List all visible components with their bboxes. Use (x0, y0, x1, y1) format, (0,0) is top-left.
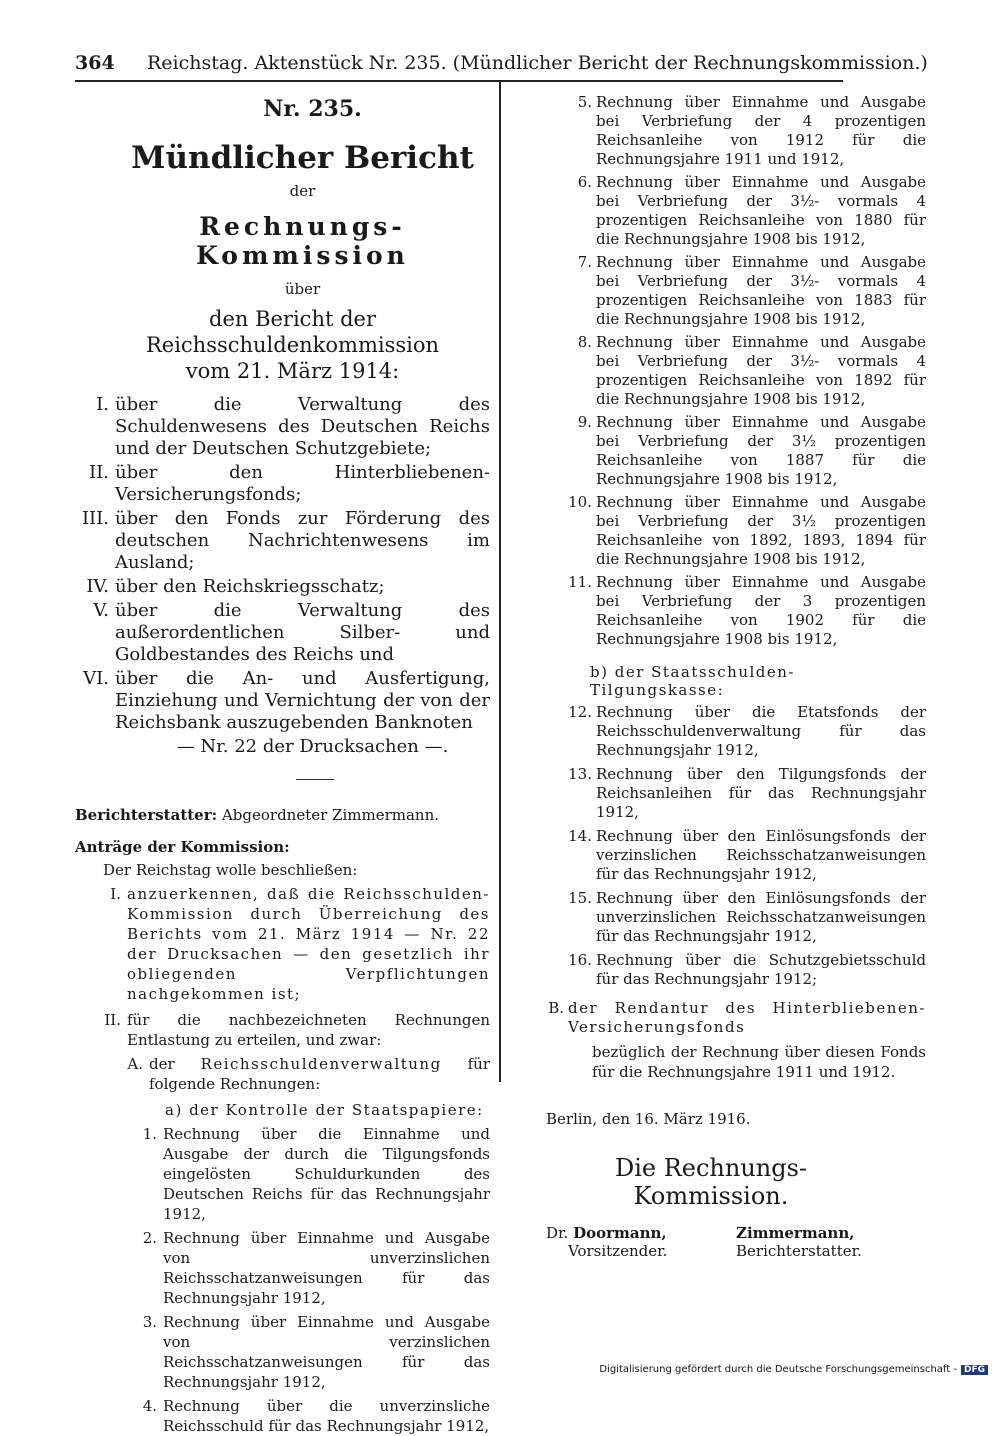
section-separator (296, 779, 334, 780)
title-ueber: über (284, 280, 321, 298)
list-item: 4. Rechnung über die unverzinsliche Reichsschuld für das Rechnungsjahr 1912, (142, 1397, 490, 1435)
list-item: 16. Rechnung über die Schutzgebietsschuld für das Rechnungsjahr 1912; (568, 951, 926, 988)
berichterstatter-line (75, 806, 490, 824)
subtitle (95, 306, 490, 384)
list-item: I. über die Verwaltung des Schuldenwesens des Deutschen Reichs und der Deutschen Schutzgebiete; (96, 394, 490, 459)
antraege-heading: Anträge der Kommission: (75, 838, 290, 856)
list-item: 11. Rechnung über Einnahme und Ausgabe bei Verbriefung der 3 prozentigen Reichsanleihe von 1902 für die Rechnungsjahre 1908 bis 1912, (568, 573, 926, 648)
subtitle-line-1: den Bericht der Reichsschuldenkommission (145, 307, 440, 357)
title-kommission: Rechnungs-Kommission (196, 212, 409, 270)
list-item: 1. Rechnung über die Einnahme und Ausgabe der durch die Tilgungsfonds eingelösten Schuldurkunden des Deutschen Reichs für das Rechnungsjahr 1912, (142, 1125, 490, 1223)
list-item: V. über die Verwaltung des außerordentlichen Silber- und Goldbestandes des Reichs und (93, 600, 490, 665)
list-item: IV. über den Reichskriegsschatz; (86, 576, 385, 597)
list-item: 2. Rechnung über Einnahme und Ausgabe von unverzinslichen Reichsschatzanweisungen für das Rechnungsjahr 1912, (142, 1229, 490, 1307)
signature-reporter: Zimmermann, Berichterstatter. (736, 1224, 862, 1260)
list-item: A. der Reichsschuldenverwaltung für folgende Rechnungen: (127, 1055, 490, 1093)
section-b-continuation: bezüglich der Rechnung über diesen Fonds für die Rechnungsjahre 1911 und 1912. (592, 1043, 926, 1081)
footer-credit (599, 1364, 988, 1375)
list-item: I. anzuerkennen, daß die Reichsschulden-Kommission durch Überreichung des Berichts vom 21. März 1914 — Nr. 22 der Drucksachen — den gesetzlich ihr obliegenden Verpflichtungen nachgekommen ist; (110, 885, 490, 1003)
dfg-logo: DFG (961, 1365, 988, 1375)
roman-list (75, 394, 490, 734)
page-number: 364 (75, 52, 115, 74)
running-header (75, 52, 928, 74)
list-item: III. über den Fonds zur Förderung des deutschen Nachrichtenwesens im Ausland; (81, 508, 490, 573)
document-number: Nr. 235. (263, 96, 362, 122)
list-item: 13. Rechnung über den Tilgungsfonds der Reichsanleihen für das Rechnungsjahr 1912, (568, 765, 926, 821)
list-item: 14. Rechnung über den Einlösungsfonds der verzinslichen Reichsschatzanweisungen für das Rechnungsjahr 1912, (568, 827, 926, 883)
footer-text: Digitalisierung gefördert durch die Deutsche Forschungsgemeinschaft - (599, 1364, 957, 1375)
list-item: 3. Rechnung über Einnahme und Ausgabe von verzinslichen Reichsschatzanweisungen für das Rechnungsjahr 1912, (142, 1313, 490, 1391)
list-item: 10. Rechnung über Einnahme und Ausgabe bei Verbriefung der 3½ prozentigen Reichsanleihe von 1892, 1893, 1894 für die Rechnungsjahre 1908 bis 1912, (568, 493, 926, 568)
list-item: 9. Rechnung über Einnahme und Ausgabe bei Verbriefung der 3½ prozentigen Reichsanleihe von 1887 für die Rechnungsjahre 1908 bis 1912, (577, 413, 926, 488)
left-column (75, 92, 490, 1436)
running-title: Reichstag. Aktenstück Nr. 235. (Mündlicher Bericht der Rechnungskommission.) (147, 52, 928, 74)
list-item: 7. Rechnung über Einnahme und Ausgabe bei Verbriefung der 3½- vormals 4 prozentigen Reichsanleihe von 1883 für die Rechnungsjahre 1908 bis 1912, (577, 253, 926, 328)
subsection-a-label: a) der Kontrolle der Staatspapiere: (165, 1101, 484, 1119)
antraege-body (75, 884, 490, 1436)
header-rule (75, 80, 843, 82)
list-item: VI. über die An- und Ausfertigung, Einziehung und Vernichtung der von der Reichsbank auszugebenden Banknoten (83, 668, 490, 733)
list-item: 8. Rechnung über Einnahme und Ausgabe bei Verbriefung der 3½- vormals 4 prozentigen Reichsanleihe von 1892 für die Rechnungsjahre 1908 bis 1912, (577, 333, 926, 408)
kommission-signature: Die Rechnungs-Kommission. (614, 1154, 808, 1210)
berichterstatter-text: Abgeordneter Zimmermann. (221, 806, 440, 824)
document-title: Mündlicher Bericht (131, 140, 474, 176)
berichterstatter-label: Berichterstatter: (75, 806, 218, 824)
column-divider (499, 82, 501, 1082)
list-item: 5. Rechnung über Einnahme und Ausgabe bei Verbriefung der 4 prozentigen Reichsanleihe von 1912 für die Rechnungsjahre 1911 und 1912, (577, 93, 926, 168)
list-item: 6. Rechnung über Einnahme und Ausgabe bei Verbriefung der 3½- vormals 4 prozentigen Reichsanleihe von 1880 für die Rechnungsjahre 1908 bis 1912, (577, 173, 926, 248)
section-b: B. der Rendantur des Hinterbliebenen-Versicherungsfonds (548, 999, 926, 1036)
signature-chair: Dr. Doormann, Vorsitzender. (546, 1224, 668, 1260)
list-item: 12. Rechnung über die Etatsfonds der Reichsschuldenverwaltung für das Rechnungsjahr 1912, (568, 703, 926, 759)
list-item: II. über den Hinterbliebenen-Versicherungsfonds; (89, 462, 490, 505)
drucksachen-ref: — Nr. 22 der Drucksachen —. (176, 736, 449, 757)
subtitle-line-2: vom 21. März 1914: (185, 359, 400, 383)
list-item: 15. Rechnung über den Einlösungsfonds der unverzinslichen Reichsschatzanweisungen für das Rechnungsjahr 1912, (568, 889, 926, 945)
place-date: Berlin, den 16. März 1916. (546, 1110, 751, 1128)
right-column (546, 93, 926, 1260)
list-item: II. für die nachbezeichneten Rechnungen Entlastung zu erteilen, und zwar: (104, 1011, 490, 1049)
signatures (546, 1224, 926, 1260)
antraege-intro: Der Reichstag wolle beschließen: (103, 861, 358, 879)
subsection-b-label: b) der Staatsschulden-Tilgungskasse: (590, 663, 795, 699)
title-der: der (289, 182, 316, 200)
